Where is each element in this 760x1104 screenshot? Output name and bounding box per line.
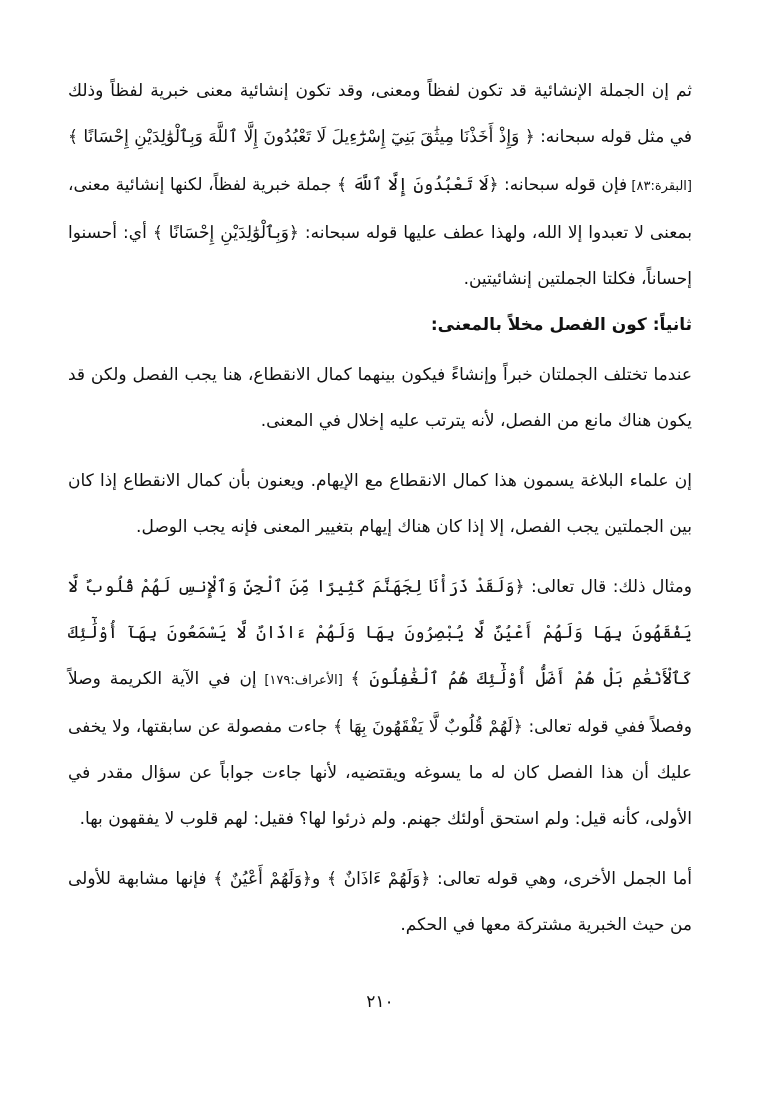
quran-quote-lahum-ayun: ﴿وَلَهُمْ أَعْيُنٌ ﴾	[213, 869, 313, 889]
paragraph-5	[68, 856, 692, 948]
page-number: ٢١٠	[366, 992, 394, 1012]
paragraph-2: عندما تختلف الجملتان خبراً وإنشاءً فيكون بينهما كمال الانقطاع، هنا يجب الفصل ولكن قد يكون هناك مانع من الفصل، لأنه يترتب عليه إخلال في المعنى.	[68, 365, 692, 431]
paragraph-4-text-c: جاءت مفصولة عن سابقتها، ولا يخفى عليك أن هذا الفصل كان له ما يسوغه ويقتضيه، لأنها جاءت جواباً عن سؤال مقدر في الأولى، كأنه قيل: ولم استحق أولئك جهنم. ولم ذرئوا لها؟ فقيل: لهم قلوب لا يفقهون بها.	[68, 717, 692, 829]
paragraph-1-text-c: جملة خبرية لفظاً، لكنها إنشائية معنى، بمعنى لا تعبدوا إلا الله، ولهذا عطف عليها قوله سبحانه:	[68, 175, 692, 243]
paragraph-1-text-b: فإن قوله سبحانه:	[498, 175, 628, 195]
paragraph-5-text-c: فإنها مشابهة للأولى من حيث الخبرية مشتركة معها في الحكم.	[68, 869, 692, 935]
verse-reference: [البقرة:٨٣]	[627, 179, 692, 194]
paragraph-1	[68, 68, 692, 302]
paragraph-4-text-b: إن في الآية الكريمة وصلاً وفصلاً ففي قوله تعالى:	[68, 669, 692, 737]
paragraph-4	[68, 564, 692, 842]
paragraph-1-text-a: ثم إن الجملة الإنشائية قد تكون لفظاً ومعنى، وقد تكون إنشائية معنى خبرية لفظاً وذلك في مثل قوله سبحانه:	[68, 81, 692, 147]
paragraph-4-text-a: ومثال ذلك: قال تعالى:	[524, 577, 692, 597]
section-heading: ثانياً: كون الفصل مخلاً بالمعنى:	[430, 315, 692, 335]
verse-reference: [الأعراف:١٧٩]	[256, 673, 351, 688]
quran-verse-baqarah-83: ﴿ وَإِذْ أَخَذْنَا مِيثَٰقَ بَنِيٓ إِسْرَٰٓءِيلَ لَا تَعْبُدُونَ إِلَّا ٱللَّهَ وَبِٱلْوَٰلِدَيْنِ إِحْسَانًا ﴾	[68, 127, 535, 147]
paragraph-5-text-a: أما الجمل الأخرى، وهي قوله تعالى:	[430, 869, 692, 889]
paragraph-1-text-d: أي: أحسنوا إحساناً، فكلتا الجملتين إنشائيتين.	[68, 223, 692, 289]
quran-quote-lahum-adhan: ﴿وَلَهُمْ ءَاذَانٌ ﴾	[326, 869, 431, 889]
paragraph-5-text-b: و	[312, 869, 327, 889]
quran-quote-bil-walidayn: ﴿وَبِٱلْوَٰلِدَيْنِ إِحْسَانًا ﴾	[152, 223, 299, 243]
quran-verse-araf-179: ﴿وَلَقَدْ ذَرَأْنَا لِجَهَنَّمَ كَثِيرًا مِّنَ ٱلْجِنِّ وَٱلْإِنسِ لَهُمْ قُلُوبٌ لَّا يَفْقَهُونَ بِهَا وَلَهُمْ أَعْيُنٌ لَّا يُبْصِرُونَ بِهَا وَلَهُمْ ءَاذَانٌ لَّا يَسْمَعُونَ بِهَآ أُوْلَٰٓئِكَ كَٱلْأَنْعَٰمِ بَلْ هُمْ أَضَلُّ أُوْلَٰٓئِكَ هُمُ ٱلْغَٰفِلُونَ ﴾	[68, 577, 692, 689]
page-body	[68, 68, 692, 962]
paragraph-3: إن علماء البلاغة يسمون هذا كمال الانقطاع مع الإيهام. ويعنون بأن كمال الانقطاع إذا كان بين الجملتين يجب الفصل، إلا إذا كان هناك إيهام بتغيير المعنى فإنه يجب الوصل.	[68, 471, 692, 537]
quran-quote-lahum-qulub: ﴿لَهُمْ قُلُوبٌ لَّا يَفْقَهُونَ بِهَا ﴾	[333, 717, 523, 737]
quran-quote-la-tabuduna: ﴿لَا تَعْبُدُونَ إِلَّا ٱللَّهَ ﴾	[337, 175, 499, 195]
